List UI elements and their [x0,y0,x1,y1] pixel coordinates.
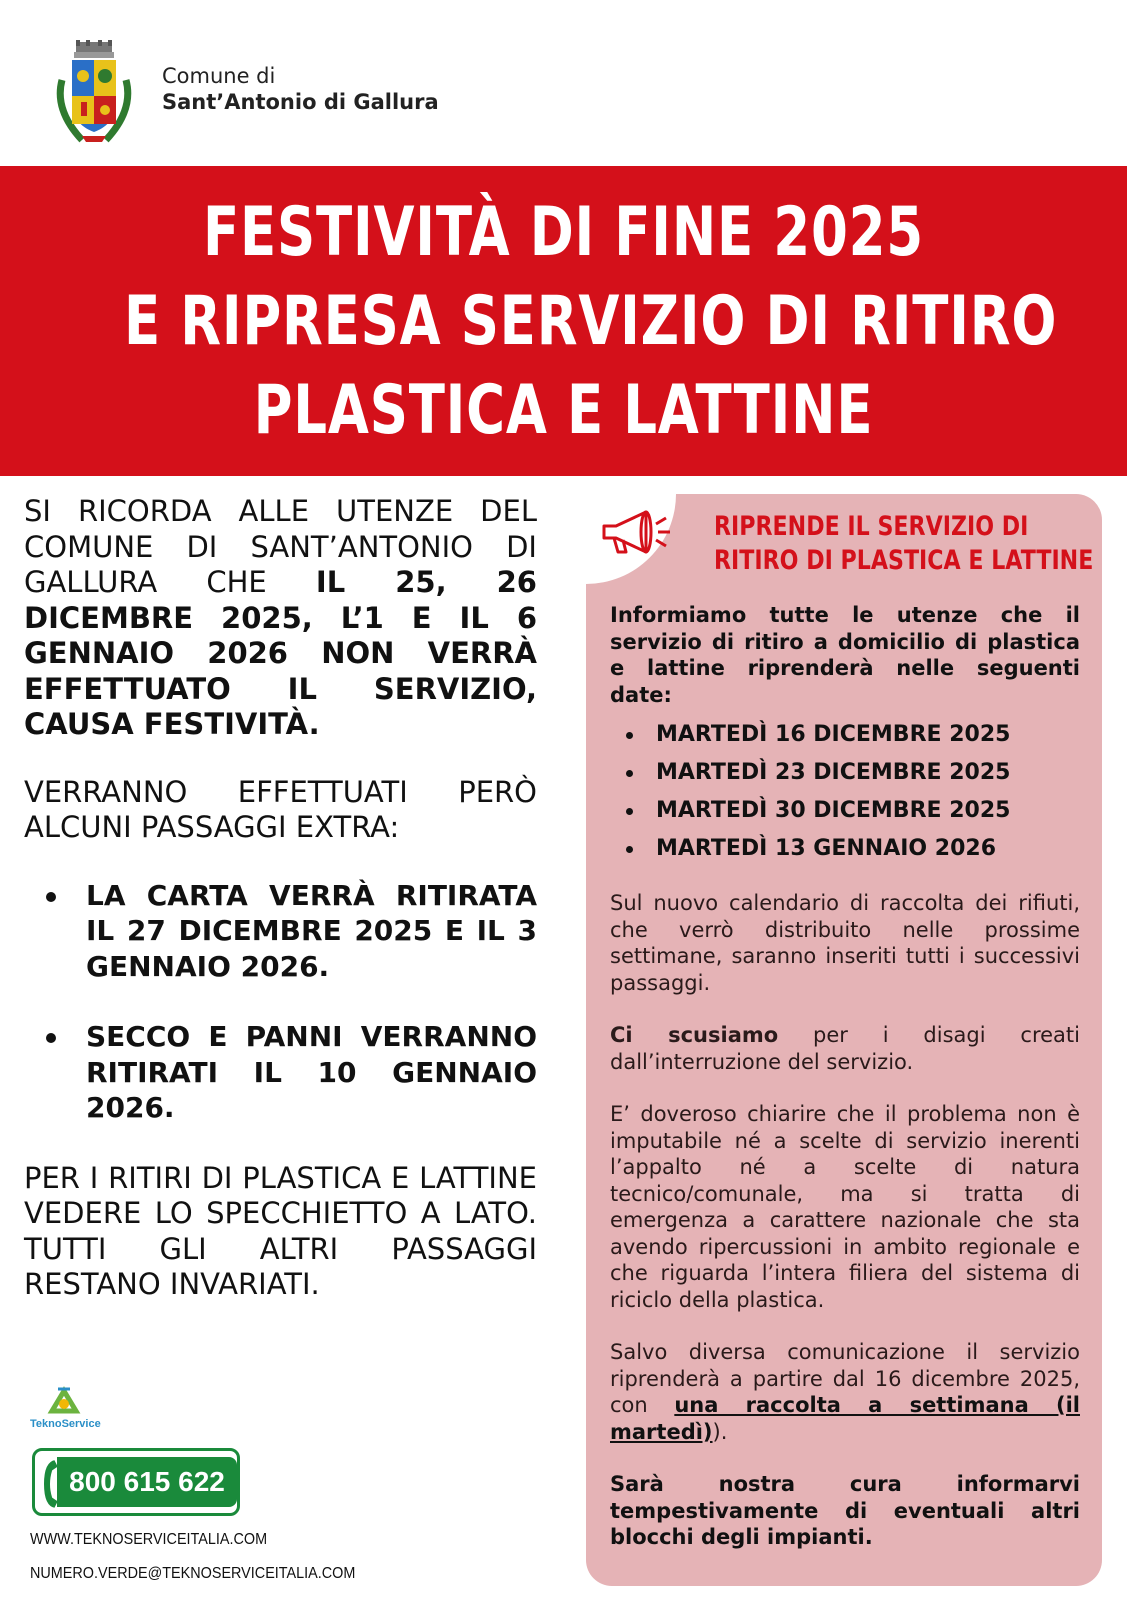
intro-paragraph [24,494,537,743]
extra-list [24,878,537,1126]
comune-prefix: Comune di [162,64,276,88]
email-link[interactable]: NUMERO.VERDE@TEKNOSERVICEITALIA.COM [30,1565,356,1582]
resume-text: Salvo diversa comunicazione il servizio riprenderà a partire dal 16 dicembre 2025, con [610,1340,1080,1417]
banner-line-1: FESTIVITÀ DI FINE 2025 [202,192,925,272]
apology-text: per i disagi creati dall’interruzione del servizio. [610,1023,1080,1074]
website-link[interactable]: WWW.TEKNOSERVICEITALIA.COM [30,1531,268,1548]
crest-logo [52,40,136,146]
tekno-logo-text: TeknoService [30,1418,101,1430]
list-item: SECCO E PANNI VERRANNO RITIRATI IL 10 GENNAIO 2026. [24,1019,537,1126]
card-title [714,510,1094,578]
banner-line-3: PLASTICA E LATTINE [253,370,874,450]
list-item: MARTEDÌ 13 GENNAIO 2026 [610,830,1080,868]
extra-paragraph: VERRANNO EFFETTUATI PERÒ ALCUNI PASSAGGI EXTRA: [24,774,537,844]
toll-free-number[interactable] [32,1448,240,1516]
list-item: MARTEDÌ 23 DICEMBRE 2025 [610,754,1080,792]
megaphone-icon [596,504,676,560]
list-item: LA CARTA VERRÀ RITIRATA IL 27 DICEMBRE 2025 E IL 3 GENNAIO 2026. [24,878,537,985]
list-item: MARTEDÌ 16 DICEMBRE 2025 [610,716,1080,754]
closing-paragraph: Sarà nostra cura informarvi tempestivamente di eventuali altri blocchi degli impianti. [610,1472,1080,1549]
card-body [610,602,1080,1577]
intro-text: SI RICORDA ALLE UTENZE DEL COMUNE DI SANT’ANTONIO DI GALLURA CHE [24,494,537,599]
left-column [24,494,537,1303]
card-title-line-2: RITIRO DI PLASTICA E LATTINE [714,545,1094,576]
recycle-logo [28,1385,108,1441]
resume-dates-list [610,716,1080,868]
calendar-paragraph: Sul nuovo calendario di raccolta dei rifiuti, che verrò distribuito nelle prossime settimane, saranno inseriti tutti i successivi passaggi. [610,891,1080,995]
resume-underline: una raccolta a settimana (il martedì) [610,1393,1080,1444]
header [0,0,1127,166]
resume-end: ). [712,1419,728,1444]
comune-name: Sant’Antonio di Gallura [162,90,439,114]
resume-paragraph [610,1339,1080,1445]
apology-paragraph [610,1022,1080,1075]
megaphone-badge [586,494,676,584]
phone-number: 800 615 622 [57,1457,237,1507]
title-banner [0,166,1127,476]
card-title-line-1: RIPRENDE IL SERVIZIO DI [714,511,1029,542]
explanation-paragraph: E’ doveroso chiarire che il problema non è imputabile né a scelte di servizio inerenti l’appalto né a scelte di natura tecnico/comunale, ma si tratta di emergenza a carattere nazionale che sta avendo ripercussioni in ambito regionale e che riguarda l’intera filiera del sistema di riciclo della plastica. [610,1102,1080,1312]
apology-bold: Ci scusiamo [610,1023,779,1047]
banner-line-2: E RIPRESA SERVIZIO DI RITIRO [123,281,1058,361]
intro-bold-text: IL 25, 26 DICEMBRE 2025, L’1 E IL 6 GENNAIO 2026 NON VERRÀ EFFETTUATO IL SERVIZIO, CAUSA FESTIVITÀ. [24,565,537,741]
inform-paragraph: Informiamo tutte le utenze che il servizio di ritiro a domicilio di plastica e lattine riprenderà nelle seguenti date: [610,603,1080,707]
plastic-service-card [586,494,1102,1586]
list-item: MARTEDÌ 30 DICEMBRE 2025 [610,792,1080,830]
outro-paragraph: PER I RITIRI DI PLASTICA E LATTINE VEDERE LO SPECCHIETTO A LATO. TUTTI GLI ALTRI PASSAGGI RESTANO INVARIATI. [24,1160,537,1301]
